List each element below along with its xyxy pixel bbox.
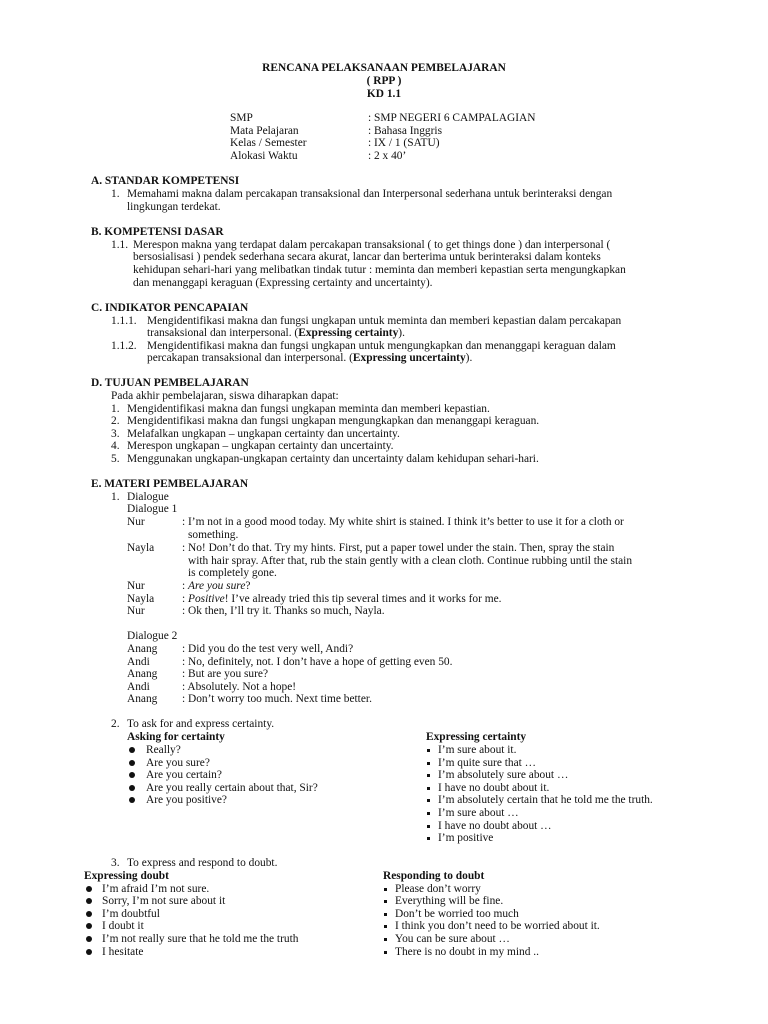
expressing-doubt-heading: Expressing doubt [84, 870, 169, 882]
info-value: : Bahasa Inggris [368, 125, 443, 137]
list-item: Don’t be worried too much [383, 908, 519, 921]
document-subtitle: ( RPP ) [366, 75, 402, 87]
indicator-text: Mengidentifikasi makna dan fungsi ungkapan untuk meminta dan memberi kepastian dalam percakapan [147, 315, 622, 327]
list-item: Are you really certain about that, Sir? [127, 782, 318, 795]
section-d-intro: Pada akhir pembelajaran, siswa diharapkan dapat: [111, 390, 339, 402]
speaker: Andi [127, 656, 150, 668]
document-kd: KD 1.1 [366, 88, 402, 100]
speaker: Nur [127, 516, 145, 528]
document-title: RENCANA PELAKSANAAN PEMBELAJARAN [262, 62, 506, 74]
list-item: I’m sure about … [426, 807, 519, 820]
info-value: : IX / 1 (SATU) [368, 137, 440, 149]
list-item: I have no doubt about it. [426, 782, 549, 795]
list-item: I think you don’t need to be worried about it. [383, 920, 600, 933]
section-b-text: bersosialisasi ) pendek sederhana secara akurat, lancar dan berterima untuk berinteraksi dalam konteks [133, 251, 601, 263]
materi-number: 2. [111, 718, 120, 730]
info-label: Alokasi Waktu [230, 150, 298, 162]
asking-certainty-heading: Asking for certainty [127, 731, 225, 743]
info-value: : 2 x 40’ [368, 150, 407, 162]
objective-text: Merespon ungkapan – ungkapan certainty dan uncertainty. [127, 440, 394, 452]
list-item: Are you sure? [127, 757, 210, 770]
dialogue-line: : But are you sure? [182, 668, 269, 680]
dialogue-line: : Did you do the test very well, Andi? [182, 643, 354, 655]
section-a-text: Memahami makna dalam percakapan transaksional dan Interpersonal sederhana untuk berinteraksi dengan [127, 188, 613, 200]
objective-text: Mengidentifikasi makna dan fungsi ungkapan meminta dan memberi kepastian. [127, 403, 490, 415]
section-b-number: 1.1. [111, 239, 129, 251]
list-item: I hesitate [84, 946, 143, 959]
objective-number: 5. [111, 453, 120, 465]
info-label: Kelas / Semester [230, 137, 307, 149]
list-item: Sorry, I’m not sure about it [84, 895, 225, 908]
materi-number: 3. [111, 857, 120, 869]
list-item: I’m doubtful [84, 908, 160, 921]
list-item: I doubt it [84, 920, 144, 933]
dialogue-line: : I’m not in a good mood today. My white shirt is stained. I think it’s better to use it for a cloth or [182, 516, 624, 528]
dialogue-line: : Don’t worry too much. Next time better. [182, 693, 372, 705]
indicator-number: 1.1.1. [111, 315, 137, 327]
list-item: I’m not really sure that he told me the truth [84, 933, 298, 946]
responding-doubt-heading: Responding to doubt [383, 870, 485, 882]
list-item: Are you certain? [127, 769, 222, 782]
indicator-text: Mengidentifikasi makna dan fungsi ungkapan untuk mengungkapkan dan menanggapi keraguan dalam [147, 340, 616, 352]
objective-number: 3. [111, 428, 120, 440]
list-item: I have no doubt about … [426, 820, 552, 833]
list-item: I’m absolutely certain that he told me the truth. [426, 794, 653, 807]
expressing-certainty-heading: Expressing certainty [426, 731, 527, 743]
part-3-title: To express and respond to doubt. [127, 857, 278, 869]
section-b-heading: B. KOMPETENSI DASAR [91, 226, 224, 238]
dialogue-line: : No, definitely, not. I don’t have a hope of getting even 50. [182, 656, 453, 668]
indicator-number: 1.1.2. [111, 340, 137, 352]
indicator-text: percakapan transaksional dan interpersonal. (Expressing uncertainty). [147, 352, 473, 364]
list-item: I’m absolutely sure about … [426, 769, 568, 782]
objective-number: 4. [111, 440, 120, 452]
speaker: Andi [127, 681, 150, 693]
dialogue-2-title: Dialogue 2 [127, 630, 178, 642]
list-item: Everything will be fine. [383, 895, 503, 908]
dialogue-line: : Positive! I’ve already tried this tip several times and it works for me. [182, 593, 502, 605]
list-item: I’m quite sure that … [426, 757, 536, 770]
info-label: SMP [230, 112, 253, 124]
speaker: Nur [127, 580, 145, 592]
section-e-heading: E. MATERI PEMBELAJARAN [91, 478, 249, 490]
speaker: Nayla [127, 593, 155, 605]
objective-number: 1. [111, 403, 120, 415]
objective-text: Menggunakan ungkapan-ungkapan certainty dan uncertainty dalam kehidupan sehari-hari. [127, 453, 539, 465]
speaker: Anang [127, 668, 158, 680]
list-item: You can be sure about … [383, 933, 510, 946]
dialogue-1-title: Dialogue 1 [127, 503, 178, 515]
section-b-text: dan menanggapi keraguan (Expressing certainty and uncertainty). [133, 277, 433, 289]
section-c-heading: C. INDIKATOR PENCAPAIAN [91, 302, 249, 314]
speaker: Nur [127, 605, 145, 617]
dialogue-line: something. [188, 529, 239, 541]
dialogue-label: Dialogue [127, 491, 169, 503]
list-item: I’m positive [426, 832, 493, 845]
list-item: There is no doubt in my mind .. [383, 946, 539, 959]
section-b-text: kehidupan sehari-hari yang melibatkan tindak tutur : meminta dan memberi kepastian serta mengungkapkan [133, 264, 626, 276]
info-label: Mata Pelajaran [230, 125, 299, 137]
speaker: Anang [127, 693, 158, 705]
section-b-text: Merespon makna yang terdapat dalam percakapan transaksional ( to get things done ) dan interpersonal ( [133, 239, 611, 251]
section-d-heading: D. TUJUAN PEMBELAJARAN [91, 377, 249, 389]
dialogue-line: : Are you sure? [182, 580, 251, 592]
speaker: Anang [127, 643, 158, 655]
section-a-number: 1. [111, 188, 120, 200]
dialogue-line: : No! Don’t do that. Try my hints. First, put a paper towel under the stain. Then, spray the stain [182, 542, 615, 554]
objective-text: Melafalkan ungkapan – ungkapan certainty dan uncertainty. [127, 428, 400, 440]
list-item: I’m afraid I’m not sure. [84, 883, 209, 896]
dialogue-line: is completely gone. [188, 567, 277, 579]
list-item: Really? [127, 744, 181, 757]
dialogue-line: : Ok then, I’ll try it. Thanks so much, Nayla. [182, 605, 385, 617]
list-item: I’m sure about it. [426, 744, 516, 757]
list-item: Please don’t worry [383, 883, 481, 896]
objective-number: 2. [111, 415, 120, 427]
materi-number: 1. [111, 491, 120, 503]
speaker: Nayla [127, 542, 155, 554]
part-2-title: To ask for and express certainty. [127, 718, 275, 730]
section-a-heading: A. STANDAR KOMPETENSI [91, 175, 240, 187]
indicator-text: transaksional dan interpersonal. (Expressing certainty). [147, 327, 405, 339]
info-value: : SMP NEGERI 6 CAMPALAGIAN [368, 112, 536, 124]
section-a-text: lingkungan terdekat. [127, 201, 221, 213]
dialogue-line: : Absolutely. Not a hope! [182, 681, 297, 693]
list-item: Are you positive? [127, 794, 227, 807]
dialogue-line: with hair spray. After that, rub the stain gently with a clean cloth. Continue rubbing until the stain [188, 555, 633, 567]
objective-text: Mengidentifikasi makna dan fungsi ungkapan mengungkapkan dan menanggapi keraguan. [127, 415, 540, 427]
